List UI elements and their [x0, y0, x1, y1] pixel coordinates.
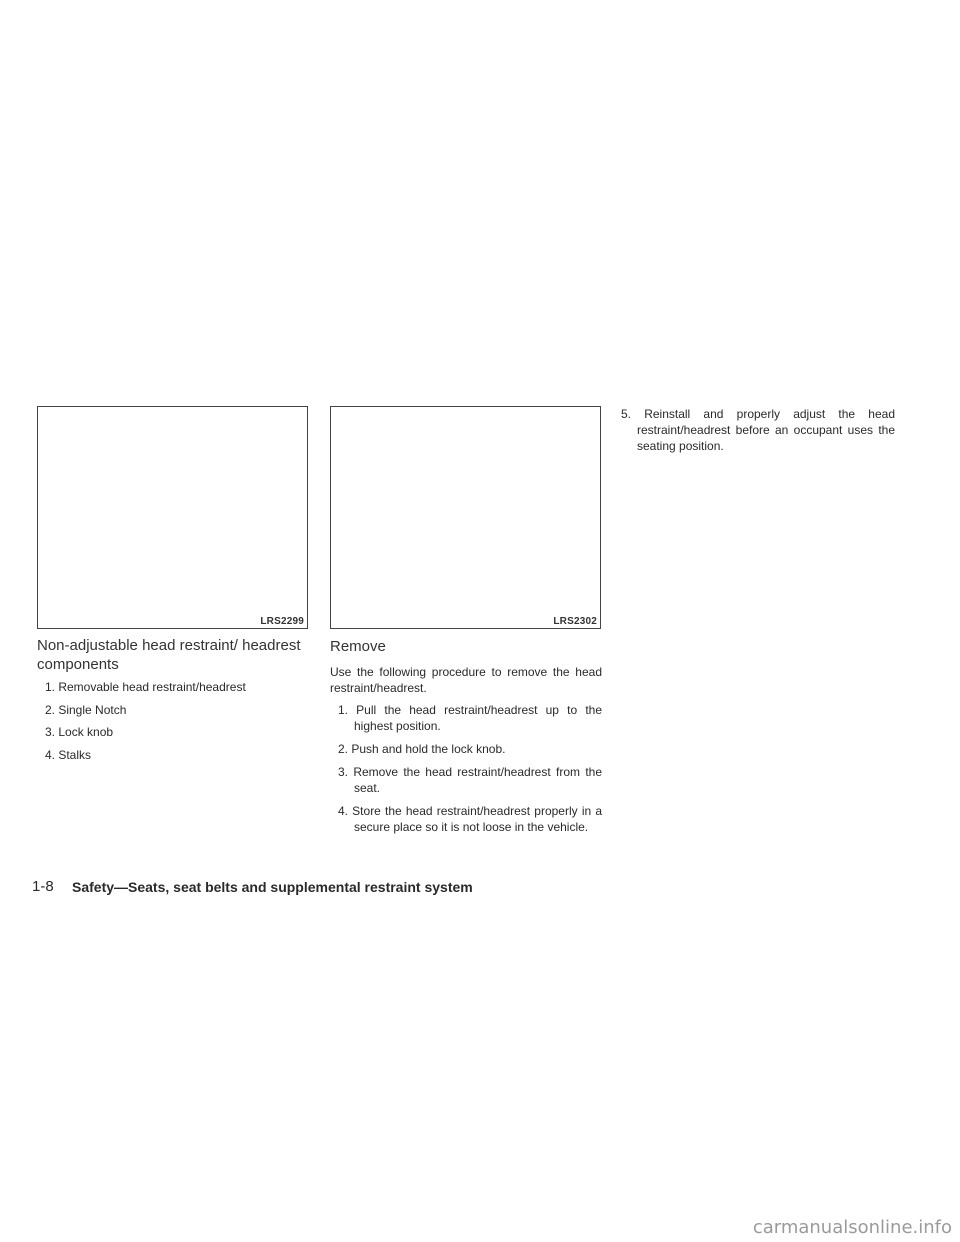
section-heading-remove: Remove: [330, 638, 386, 655]
list-item: 4. Stalks: [45, 747, 92, 762]
page-number: 1-8: [32, 878, 54, 895]
figure-remove-head-restraint: [330, 406, 601, 629]
list-item: 2. Push and hold the lock knob.: [338, 742, 506, 756]
list-item: 3. Remove the head restraint/headrest from the seat.: [338, 765, 602, 795]
remove-steps: [338, 702, 602, 842]
list-item: 1. Pull the head restraint/headrest up to the highest position.: [338, 703, 602, 733]
chapter-title: Safety—Seats, seat belts and supplemental restraint system: [72, 879, 473, 895]
reinstall-steps: [621, 406, 895, 454]
list-item: 4. Store the head restraint/headrest properly in a secure place so it is not loose in the vehicle.: [338, 804, 602, 834]
figure-head-restraint-components: [37, 406, 308, 629]
list-item: 3. Lock knob: [45, 725, 114, 739]
figure-label: LRS2299: [260, 616, 304, 627]
remove-intro: Use the following procedure to remove the head restraint/headrest.: [330, 665, 602, 695]
figure-label: LRS2302: [553, 616, 597, 627]
list-item: 5. Reinstall and properly adjust the head restraint/headrest before an occupant uses the seating position.: [621, 407, 895, 453]
watermark[interactable]: carmanualsonline.info: [752, 1217, 952, 1238]
section-heading-components: Non-adjustable head restraint/ headrest components: [37, 637, 301, 673]
list-item: 1. Removable head restraint/headrest: [45, 680, 246, 694]
components-list: [45, 680, 307, 770]
list-item: 2. Single Notch: [45, 702, 127, 717]
